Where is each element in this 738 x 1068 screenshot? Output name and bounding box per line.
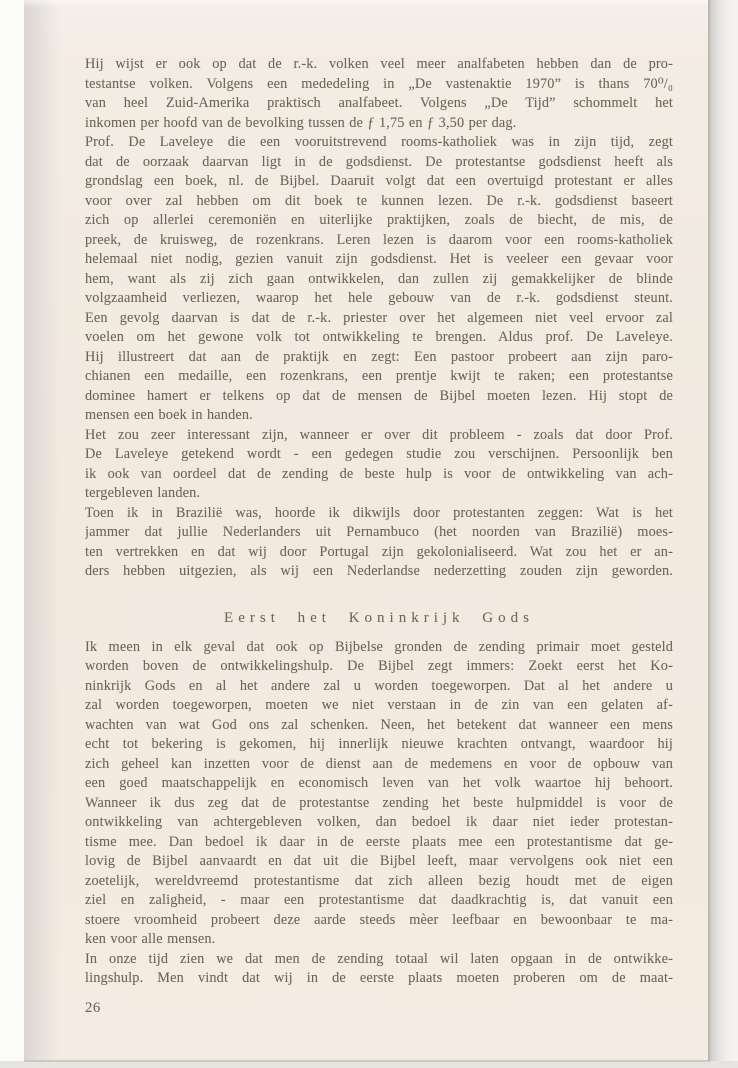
- text-line: inkomen per hoofd van de bevolking tussen de ƒ 1,75 en ƒ 3,50 per dag.: [85, 114, 517, 131]
- text-line: preek, de kruisweg, de rozenkrans. Leren lezen is daarom voor een rooms-katholiek: [85, 231, 673, 248]
- text-line: voelen om het gewone volk tot ontwikkeling te brengen. Aldus prof. De Laveleye.: [85, 329, 673, 345]
- text-line: stoere vroomheid probeert deze aarde steeds mèer leefbaar en bewoonbaar te ma-: [85, 911, 673, 928]
- text-line: ders hebben uitgezien, als wij een Nederlandse nederzetting zouden zijn geworden.: [85, 563, 673, 579]
- text-line: grondslag een boek, nl. de Bijbel. Daaruit volgt dat een overtuigd protestant er alles: [85, 173, 673, 189]
- text-line: De Laveleye getekend wordt - een gedegen studie zou verschijnen. Persoonlijk ben: [85, 446, 673, 462]
- text-column: [85, 55, 673, 1018]
- text-line: Toen ik in Brazilië was, hoorde ik dikwijls door protestanten zeggen: Wat is het: [85, 504, 673, 521]
- text-line: Ik meen in elk geval dat ook op Bijbelse gronden de zending primair moet gesteld: [85, 638, 673, 655]
- book-page: [24, 0, 710, 1062]
- text-line: ninkrijk Gods en al het andere zal u worden toegeworpen. Dat al het andere u: [85, 677, 673, 694]
- text-line: voor over zal hebben om dit boek te kunnen lezen. De r.-k. godsdienst baseert: [85, 192, 673, 209]
- text-line: zal worden toegeworpen, moeten we niet verstaan in de zin van een gelaten af-: [85, 697, 673, 713]
- text-line: Hij wijst er ook op dat de r.-k. volken veel meer analfabeten hebben dan de pro-: [85, 56, 673, 72]
- text-line: In onze tijd zien we dat men de zending totaal wil laten opgaan in de ontwikke-: [85, 950, 673, 967]
- paragraph: [85, 638, 673, 794]
- scan-left-strip: [0, 0, 24, 1068]
- text-line: van heel Zuid-Amerika praktisch analfabeet. Volgens „De Tijd” schommelt het: [85, 95, 673, 111]
- text-line: volgzaamheid verliezen, waarop het hele gebouw van de r.-k. godsdienst steunt.: [85, 290, 673, 306]
- text-line: chianen een medaille, een rozenkrans, een prentje kwijt te raken; een protestantse: [85, 368, 673, 384]
- scan-right-gutter: [710, 0, 738, 1068]
- page-number: 26: [85, 999, 101, 1016]
- paragraph: [85, 794, 673, 950]
- text-line: lovig de Bijbel aanvaardt en dat uit die Bijbel leeft, maar vervolgens ook niet een: [85, 853, 673, 869]
- text-line: dat de oorzaak daarvan ligt in de godsdienst. De protestantse godsdienst heeft als: [85, 153, 673, 170]
- text-line: lingshulp. Men vindt dat wij in de eerste plaats moeten proberen om de maat-: [85, 970, 673, 986]
- text-line: echt tot bekering is gekomen, hij innerlijk nieuwe krachten ontvangt, waardoor hij: [85, 736, 673, 752]
- section-heading: Eerst het Koninkrijk Gods: [224, 609, 534, 626]
- text-line: hem, want als zij zich gaan ontwikkelen, dan zullen zij gemakkelijker de blinde: [85, 270, 673, 287]
- text-line: tergebleven landen.: [85, 485, 201, 501]
- text-line: jammer dat jullie Nederlanders uit Pernambuco (het noorden van Brazilië) moes-: [85, 524, 673, 540]
- paragraph: [85, 133, 673, 426]
- text-line: Hij illustreert dat aan de praktijk en zegt: Een pastoor probeert aan zijn paro-: [85, 348, 673, 365]
- text-line: worden boven de ontwikkelingshulp. De Bijbel zegt immers: Zoekt eerst het Ko-: [85, 658, 673, 674]
- text-line: Wanneer ik dus zeg dat de protestantse zending het beste hulpmiddel is voor de: [85, 794, 673, 811]
- text-line: Prof. De Laveleye die een vooruitstrevend rooms-katholiek was in zijn tijd, zegt: [85, 134, 673, 150]
- text-line: zich geheel kan inzetten voor de dienst aan de medemens en voor de opbouw van: [85, 755, 673, 772]
- text-line: mensen een boek in handen.: [85, 407, 253, 423]
- text-line: helemaal niet nodig, gezien vanuit zijn godsdienst. Het is veeleer een gevaar voor: [85, 251, 673, 267]
- text-line: tisme mee. Dan bedoel ik daar in de eerste plaats mee een protestantisme dat ge-: [85, 833, 673, 850]
- scan-bottom-strip: [0, 1061, 738, 1068]
- text-line: testantse volken. Volgens een mededeling in „De vastenaktie 1970” is thans 70⁰/₀: [85, 75, 673, 92]
- text-line: Een gevolg daarvan is dat de r.-k. priester over het algemeen niet veel ervoor zal: [85, 309, 673, 326]
- text-line: ken voor alle mensen.: [85, 931, 216, 947]
- text-line: ik ook van oordeel dat de zending de beste hulp is voor de ontwikkeling van ach-: [85, 465, 673, 482]
- text-line: ziel en zaligheid, - maar een protestantisme dat daadkrachtig is, dat vanuit een: [85, 892, 673, 908]
- paragraph: [85, 504, 673, 582]
- paragraph: [85, 55, 673, 133]
- paragraph: [85, 950, 673, 989]
- text-line: dominee hamert er telkens op dat de mensen de Bijbel moeten lezen. Hij stopt de: [85, 387, 673, 404]
- text-line: zoetelijk, wereldvreemd protestantisme dat zich alleen bezig houdt met de eigen: [85, 872, 673, 889]
- text-line: Het zou zeer interessant zijn, wanneer er over dit probleem - zoals dat door Prof.: [85, 426, 673, 443]
- paragraph: [85, 426, 673, 504]
- text-line: wachten van wat God ons zal schenken. Neen, het betekent dat wanneer een mens: [85, 716, 673, 733]
- text-line: ten vertrekken en dat wij door Portugal zijn gekolonialiseerd. Wat zou het er an-: [85, 543, 673, 560]
- text-line: zich op allerlei ceremoniën en uiterlijke praktijken, zoals de biecht, de mis, de: [85, 212, 673, 228]
- text-line: een goed maatschappelijk en economisch leven van het volk waartoe hij behoort.: [85, 775, 673, 791]
- text-line: ontwikkeling van achtergebleven volken, dan bedoel ik daar niet ieder protestan-: [85, 814, 673, 830]
